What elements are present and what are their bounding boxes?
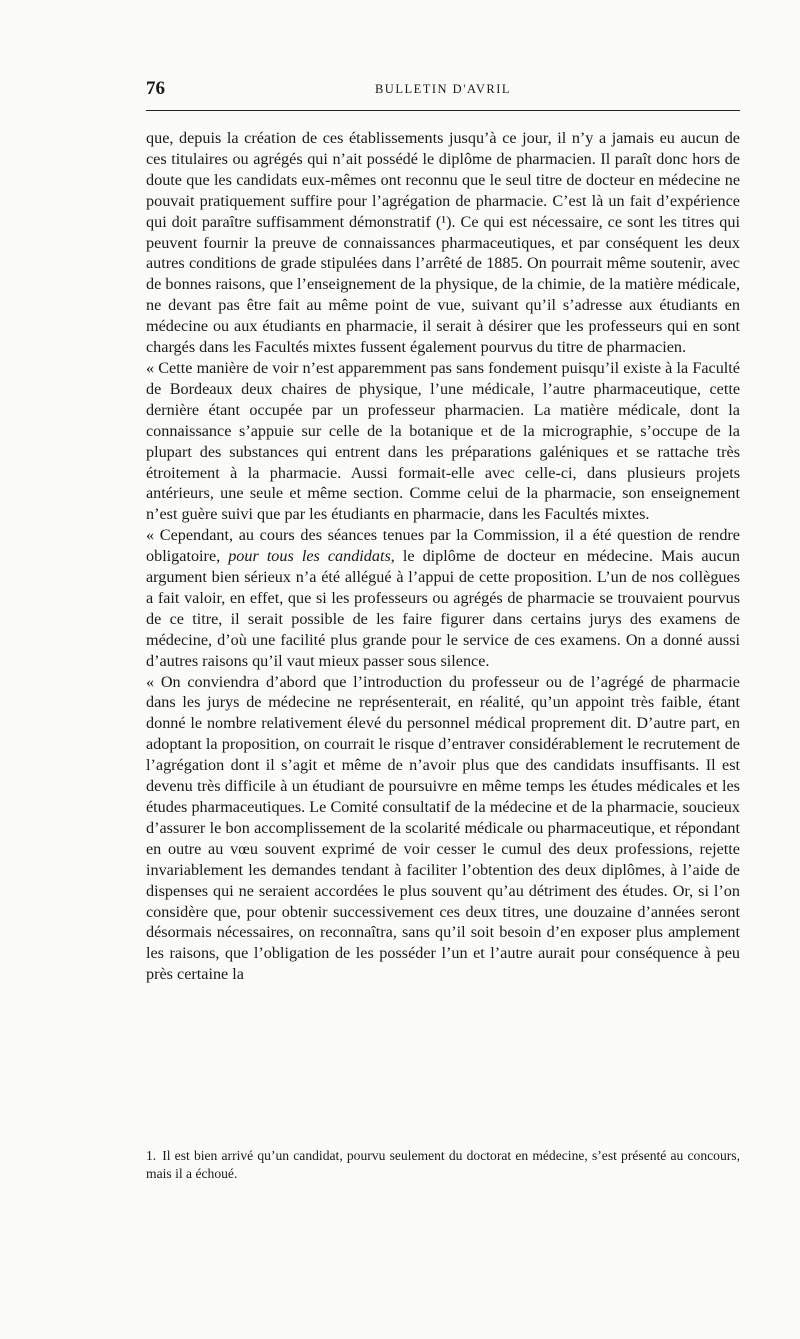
footnote (146, 1147, 740, 1183)
body-text (146, 128, 740, 985)
footnote-marker: 1. (146, 1148, 157, 1163)
paragraph: « On conviendra d’abord que l’introduction du professeur ou de l’agrégé de pharmacie dans les jurys de médecine ne représenterait, en réalité, qu’un appoint très faible, étant donné le nombre relativement élevé du personnel médical proprement dit. D’autre part, en adoptant la proposition, on courrait le risque d’entraver considérablement le recrutement de l’agrégation dont il s’agit et même de n’avoir plus que des candidats insuffisants. Il est devenu très difficile à un étudiant de poursuivre en même temps les études médicales et les études pharmaceutiques. Le Comité consultatif de la médecine et de la pharmacie, soucieux d’assurer le bon accomplissement de la scolarité médicale ou pharmaceutique, et répondant en outre au vœu souvent exprimé de voir cesser le cumul des deux professions, rejette invariablement les demandes tendant à faciliter l’obtention des deux diplômes, à l’aide de dispenses qui ne seraient accordées le plus souvent qu’au détriment des études. Or, si l’on considère que, pour obtenir successivement ces deux titres, une douzaine d’années seront désormais nécessaires, on reconnaîtra, sans qu’il soit besoin d’en exposer plus amplement les raisons, que l’obligation de les posséder l’un et l’autre aurait pour conséquence à peu près certaine la (146, 672, 740, 984)
paragraph: « Cette manière de voir n’est apparemment pas sans fondement puisqu’il existe à la Faculté de Bordeaux deux chaires de physique, l’une médicale, l’autre pharmaceutique, cette dernière étant occupée par un professeur pharmacien. La matière médicale, dont la connaissance s’appuie sur celle de la botanique et de la micrographie, s’occupe de la plupart des substances qui entrent dans les préparations galéniques et se rattache très étroitement à la pharmacie. Aussi formait-elle avec celle-ci, dans plusieurs projets antérieurs, une seule et même section. Comme celui de la pharmacie, son enseignement n’est guère suivi que par les étudiants en pharmacie, dans les Facultés mixtes. (146, 358, 740, 524)
page-number: 76 (146, 78, 165, 99)
emphasis: pour tous les candidats (228, 547, 391, 566)
footnote-text: Il est bien arrivé qu’un candidat, pourvu seulement du doctorat en médecine, s’est présenté au concours, mais il a échoué. (146, 1148, 740, 1181)
header-rule (146, 110, 740, 111)
page-header (146, 78, 740, 104)
paragraph: que, depuis la création de ces établissements jusqu’à ce jour, il n’y a jamais eu aucun de ces titulaires ou agrégés qui n’ait possédé le diplôme de pharmacien. Il paraît donc hors de doute que les candidats eux-mêmes ont reconnu que le seul titre de docteur en médecine ne pouvait pratiquement suffire pour l’agrégation de pharmacie. C’est là un fait d’expérience qui doit paraître suffisamment démonstratif (¹). Ce qui est nécessaire, ce sont les titres qui peuvent fournir la preuve de connaissances pharmaceutiques, et par conséquent les deux autres conditions de grade stipulées dans l’arrêté de 1885. On pourrait même soutenir, avec de bonnes raisons, que l’enseignement de la physique, de la chimie, de la matière médicale, ne devant pas être fait au même point de vue, suivant qu’il s’adresse aux étudiants en médecine ou aux étudiants en pharmacie, il serait à désirer que les professeurs qui en sont chargés dans les Facultés mixtes fussent également pourvus du titre de pharmacien. (146, 129, 740, 357)
running-title: BULLETIN D'AVRIL (374, 82, 512, 96)
paragraph: « Cependant, au cours des séances tenues par la Commission, il a été question de rendre obligatoire, pour tous les candidats, le diplôme de docteur en médecine. Mais aucun argument bien sérieux n’a été allégué à l’appui de cette proposition. L’un de nos collègues a fait valoir, en effet, que si les professeurs ou agrégés de pharmacie se trouvaient pourvus de ce titre, il serait possible de les faire figurer dans certains jurys des examens de médecine, d’où une facilité plus grande pour le service de ces examens. On a donné aussi d’autres raisons qu’il vaut mieux passer sous silence. (146, 526, 741, 670)
